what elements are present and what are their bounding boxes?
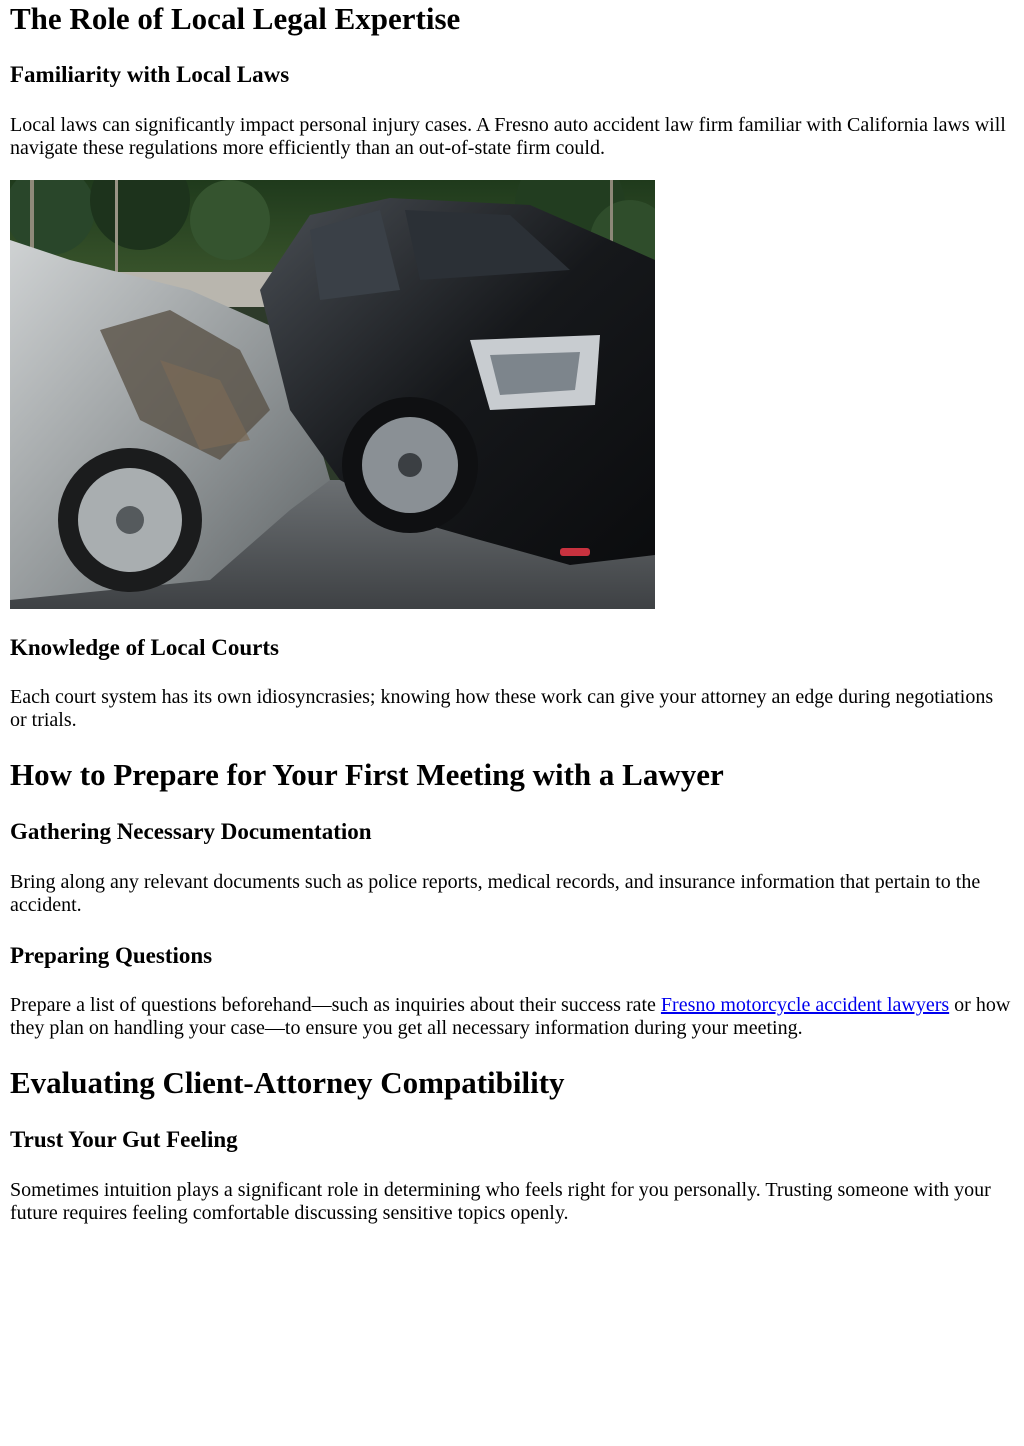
paragraph-gathering-documentation: Bring along any relevant documents such as police reports, medical records, and insurance information that pertain to the accident. [10,871,981,916]
paragraph-familiarity-local-laws: Local laws can significantly impact personal injury cases. A Fresno auto accident law firm familiar with California laws will navigate these regulations more efficiently than an out-of-state firm could. [10,114,1006,159]
section-heading-client-attorney-compatibility: Evaluating Client-Attorney Compatibility [10,1065,565,1100]
subheading-knowledge-local-courts: Knowledge of Local Courts [10,635,279,660]
questions-text-after-link: or how they plan on handling your case—to ensure you get all necessary information during your meeting. [10,994,1011,1039]
paragraph-knowledge-local-courts: Each court system has its own idiosyncrasies; knowing how these work can give your attorney an edge during negotiations or trials. [10,686,994,731]
car-crash-photo [10,180,655,609]
subheading-trust-gut-feeling: Trust Your Gut Feeling [10,1127,238,1152]
subheading-preparing-questions: Preparing Questions [10,943,213,968]
section-heading-local-legal-expertise: The Role of Local Legal Expertise [10,1,461,36]
subheading-familiarity-local-laws: Familiarity with Local Laws [10,62,290,87]
paragraph-preparing-questions [10,994,1014,1040]
subheading-gathering-documentation: Gathering Necessary Documentation [10,819,372,844]
section-heading-prepare-first-meeting: How to Prepare for Your First Meeting with a Lawyer [10,757,724,792]
questions-text-before-link: Prepare a list of questions beforehand—such as inquiries about their success rate [10,994,661,1016]
fresno-motorcycle-lawyers-link[interactable]: Fresno motorcycle accident lawyers [660,994,950,1016]
paragraph-trust-gut-feeling: Sometimes intuition plays a significant role in determining who feels right for you personally. Trusting someone with your future requires feeling comfortable discussing sensitive topics openly. [10,1179,991,1224]
